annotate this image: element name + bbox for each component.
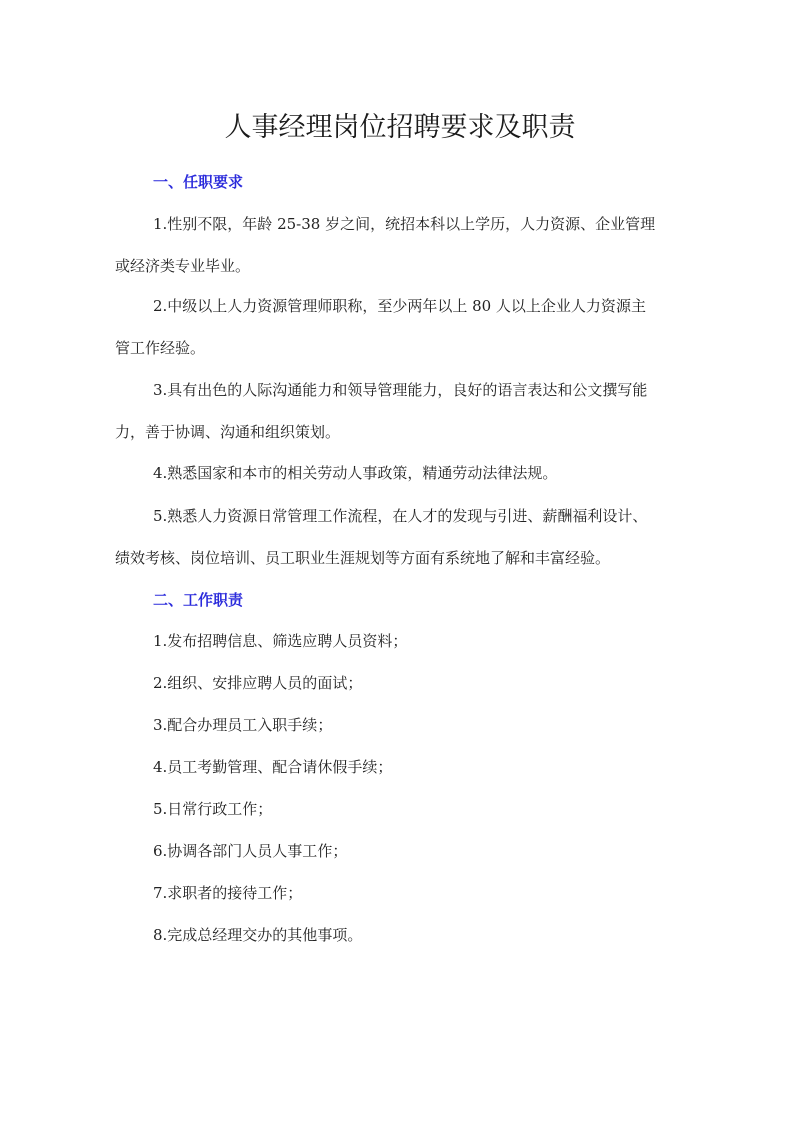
requirement-paragraph-3: [115, 369, 685, 453]
duty-item-6: 6.协调各部门人员人事工作；: [153, 842, 348, 860]
duty-item-4: 4.员工考勤管理、配合请休假手续；: [153, 758, 393, 776]
duty-item-1: 1.发布招聘信息、筛选应聘人员资料；: [153, 632, 408, 650]
requirement-2-line-1: 2.中级以上人力资源管理师职称，至少两年以上 80 人以上企业人力资源主: [153, 297, 646, 315]
section-heading-duties: 二、工作职责: [153, 591, 244, 609]
requirement-3-line-2: 力，善于协调、沟通和组织策划。: [115, 423, 341, 441]
requirement-5-line-1: 5.熟悉人力资源日常管理工作流程，在人才的发现与引进、薪酬福利设计、: [153, 507, 648, 525]
requirement-paragraph-4: [115, 452, 685, 494]
requirement-2-line-2: 管工作经验。: [115, 339, 206, 357]
requirement-3-line-1: 3.具有出色的人际沟通能力和领导管理能力，良好的语言表达和公文撰写能: [153, 381, 648, 399]
requirement-4-line-1: 4.熟悉国家和本市的相关劳动人事政策，精通劳动法律法规。: [153, 464, 558, 482]
requirement-paragraph-5: [115, 495, 685, 579]
page-title: 人事经理岗位招聘要求及职责: [224, 112, 576, 143]
duty-item-2: 2.组织、安排应聘人员的面试；: [153, 674, 363, 692]
requirement-1-line-1: 1.性别不限，年龄 25-38 岁之间，统招本科以上学历，人力资源、企业管理: [153, 215, 656, 233]
requirement-1-line-2: 或经济类专业毕业。: [115, 257, 251, 275]
requirement-5-line-2: 绩效考核、岗位培训、员工职业生涯规划等方面有系统地了解和丰富经验。: [115, 549, 611, 567]
duty-item-3: 3.配合办理员工入职手续；: [153, 716, 333, 734]
section-heading-requirements: 一、任职要求: [153, 173, 244, 191]
duty-item-7: 7.求职者的接待工作；: [153, 884, 303, 902]
duty-item-5: 5.日常行政工作；: [153, 800, 273, 818]
requirement-paragraph-2: [115, 285, 685, 369]
requirement-paragraph-1: [115, 203, 685, 287]
duty-item-8: 8.完成总经理交办的其他事项。: [153, 926, 363, 944]
